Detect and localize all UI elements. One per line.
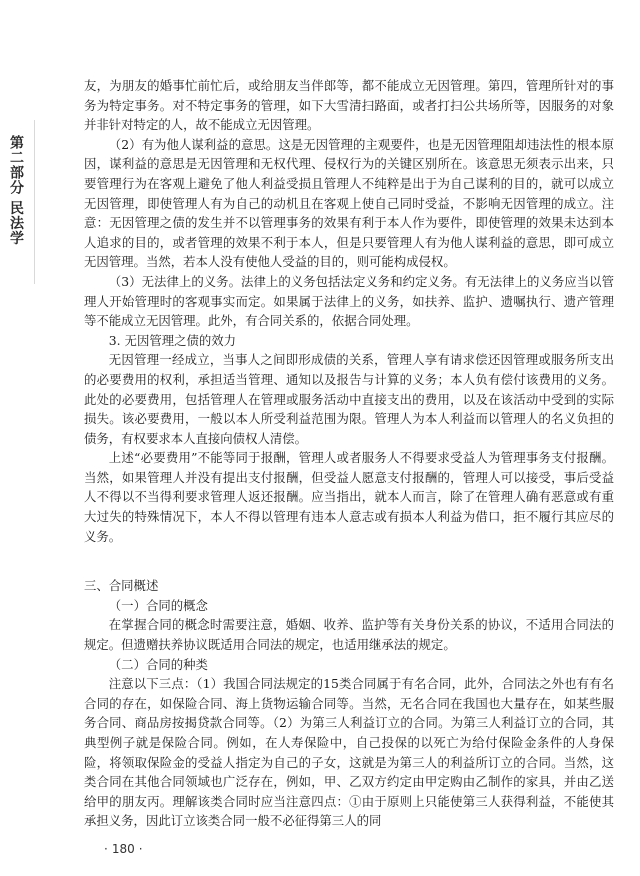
footer-dot-left: ·: [104, 842, 108, 856]
subsection-heading-effect: 3. 无因管理之债的效力: [108, 332, 237, 348]
body-text: [84, 76, 614, 831]
footer-dot-right: ·: [138, 842, 143, 856]
paragraph-item-3: （3）无法律上的义务。法律上的义务包括法定义务和约定义务。有无法律上的义务应当以管理人开始管理时的客观事实而定。如果属于法律上的义务，如扶养、监护、遗嘱执行、遗产管理等不能成立无因管理。此外，有合同关系的，依据合同处理。: [84, 273, 614, 329]
paragraph-effect-2: 上述“必要费用”不能等同于报酬，管理人或者服务人不得要求受益人为管理事务支付报酬。当然，如果管理人并没有提出支付报酬，但受益人愿意支付报酬的，管理人可以接受，事后受益人不得以不当得利要求管理人返还报酬。应当指出，就本人而言，除了在管理人确有恶意或有重大过失的特殊情况下，本人不得以管理有违本人意志或有损本人利益为借口，拒不履行其应尽的义务。: [84, 450, 614, 544]
paragraph-effect-1: 无因管理一经成立，当事人之间即形成债的关系，管理人享有请求偿还因管理或服务所支出的必要费用的权利，承担适当管理、通知以及报告与计算的义务；本人负有偿付该费用的义务。此处的必要费用，包括管理人在管理或服务活动中直接支出的费用，以及在该活动中受到的实际损失。该必要费用，一般以本人所受利益范围为限。管理人为本人利益而以管理人的名义负担的债务，有权要求本人直接向债权人清偿。: [84, 352, 614, 446]
page-number: 180: [111, 842, 135, 856]
paragraph-item-2: （2）有为他人谋利益的意思。这是无因管理的主观要件，也是无因管理阻却违法性的根本原因，谋利益的意思是无因管理和无权代理、侵权行为的关键区别所在。该意思无须表示出来，只要管理行为在客观上避免了他人利益受损且管理人不纯粹是出于为自己谋利的目的，就可以成立无因管理，即使管理人有为自己的动机且在客观上使自己同时受益，不影响无因管理的成立。注意：无因管理之债的发生并不以管理事务的效果有利于本人作为要件，即使管理的效果未达到本人追求的目的，或者管理的效果不利于本人，但是只要管理人有为他人谋利益的意思，即可成立无因管理。当然，若本人没有使他人受益的目的，则可能构成侵权。: [84, 136, 614, 270]
subheading-contract-concept: （一）合同的概念: [108, 597, 208, 613]
paragraph-continuation: 友，为朋友的婚事忙前忙后，或给朋友当伴郎等，都不能成立无因管理。第四，管理所针对的事务为特定事务。对不特定事务的管理，如下大雪清扫路面，或者打扫公共场所等，因服务的对象并非针对特定的人，故不能成立无因管理。: [84, 78, 614, 133]
subheading-contract-types: （二）合同的种类: [108, 656, 208, 672]
paragraph-contract-types: 注意以下三点：（1）我国合同法规定的15类合同属于有名合同，此外，合同法之外也有有名合同的存在，如保险合同、海上货物运输合同等。当然，无名合同在我国也大量存在，如某些服务合同、商品房按揭贷款合同等。（2）为第三人利益订立的合同。为第三人利益订立的合同，其典型例子就是保险合同。例如，在人寿保险中，自己投保的以死亡为给付保险金条件的人身保险，将领取保险金的受益人指定为自己的子女，这就是为第三人的利益所订立的合同。当然，这类合同在其他合同领域也广泛存在，例如，甲、乙双方约定由甲定购由乙制作的家具，并由乙送给甲的朋友丙。理解该类合同时应当注意四点：①由于原则上只能使第三人获得利益，不能使其承担义务，因此订立该类合同一般不必征得第三人的同: [84, 676, 614, 829]
page-footer: [100, 842, 147, 856]
part-side-label: 第二部分 民法学: [8, 135, 24, 246]
section-heading-contract: 三、合同概述: [84, 578, 159, 594]
paragraph-contract-concept: 在掌握合同的概念时需要注意，婚姻、收养、监护等有关身份关系的协议，不适用合同法的规定。但遗赠扶养协议既适用合同法的规定，也适用继承法的规定。: [84, 617, 614, 653]
